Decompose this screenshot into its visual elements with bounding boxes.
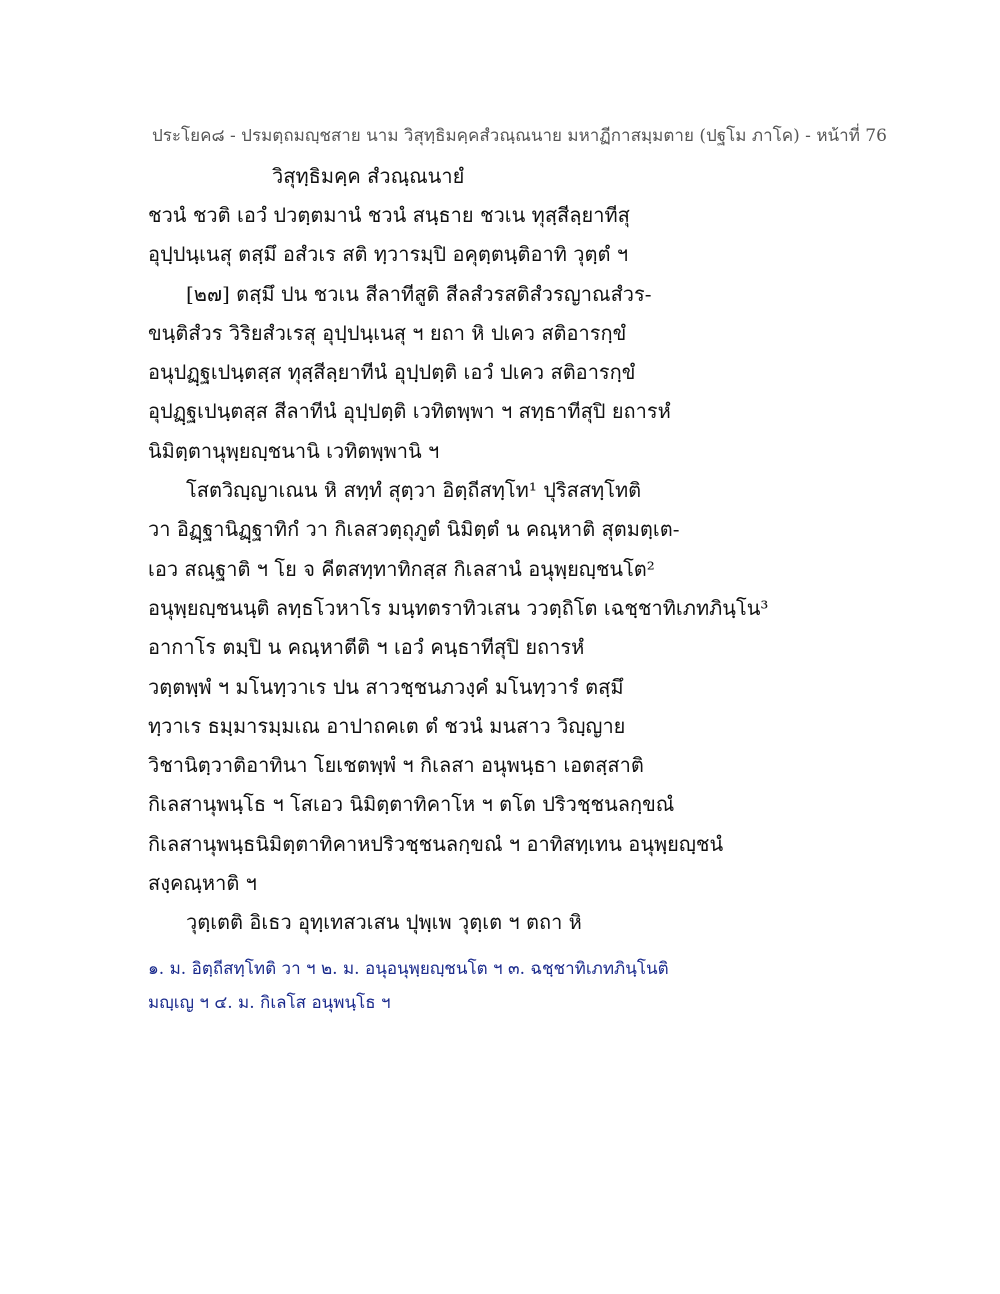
text-line: นิมิตฺตานุพฺยญฺชนานิ เวทิตพฺพานิ ฯ: [148, 438, 440, 463]
text-line: ชวนํ ชวติ เอวํ ปวตฺตมานํ ชวนํ สนฺธาย ชวเน ทุสฺสีลฺยาทีสุ: [148, 203, 630, 227]
text-line: กิเลสานุพนฺธนิมิตฺตาทิคาหปริวชฺชนลกฺขณํ ฯ อาทิสทฺเทน อนุพฺยญฺชนํ: [148, 831, 724, 856]
text-line: ขนฺติสํวร วิริยสํวเรสุ อุปฺปนฺเนสุ ฯ ยถา หิ ปเคว สติอารกฺขํ: [148, 320, 627, 345]
footnotes: [148, 952, 868, 1020]
footnote-line: ๑. ม. อิตฺถีสทฺโทติ วา ฯ ๒. ม. อนุอนุพฺยญฺชนโต ฯ ๓. ฉชฺชาทิเภทภินฺโนติ: [148, 959, 669, 979]
text-line: กิเลสานุพนฺโธ ฯ โสเอว นิมิตฺตาทิคาโห ฯ ตโต ปริวชฺชนลกฺขณํ: [148, 792, 675, 817]
paragraph-start-line: วุตฺเตติ อิเธว อุทฺเทสวเสน ปุพฺเพ วุตฺเต ฯ ตถา หิ: [186, 910, 582, 935]
text-line: วา อิฏฺฐานิฏฺฐาทิกํ วา กิเลสวตฺถุภูตํ นิมิตฺตํ น คณฺหาติ สุตมตฺเต-: [148, 517, 680, 542]
text-line: อนุพฺยญฺชนนฺติ ลทฺธโวหาโร มนฺทตราทิวเสน ววตฺถิโต เฉชฺชาทิเภทภินฺโน³: [148, 595, 769, 620]
text-line: ทฺวาเร ธมฺมารมฺมเณ อาปาถคเต ตํ ชวนํ มนสาว วิญฺญาย: [148, 713, 626, 738]
text-line: วตฺตพฺพํ ฯ มโนทฺวาเร ปน สาวชฺชนภวงฺคํ มโนทฺวารํ ตสฺมึ: [148, 674, 624, 699]
paragraph-start-line: โสตวิญฺญาเณน หิ สทฺทํ สุตฺวา อิตฺถีสทฺโท¹ ปุริสสทฺโทติ: [186, 478, 642, 503]
text-line: อนุปฏฺฐเปนฺตสฺส ทุสฺสีลฺยาทีนํ อุปฺปตฺติ เอวํ ปเคว สติอารกฺขํ: [148, 360, 636, 385]
footnote-line: มญฺเญ ฯ ๔. ม. กิเลโส อนุพนฺโธ ฯ: [148, 993, 391, 1013]
text-line: อากาโร ตมฺปิ น คณฺหาตีติ ฯ เอวํ คนฺธาทีสุปิ ยถารหํ: [148, 635, 585, 660]
work-title: วิสุทฺธิมคฺค สํวณฺณนายํ: [272, 164, 465, 188]
running-header: ประโยค๘ - ปรมตฺถมญฺชสาย นาม วิสุทฺธิมคฺคสํวณฺณนาย มหาฏีกาสมฺมตาย (ปฐโม ภาโค) - หน้าที่ 76: [152, 126, 887, 146]
text-line: สงฺคณฺหาติ ฯ: [148, 871, 257, 896]
text-line: วิชานิตฺวาติอาทินา โยเชตพฺพํ ฯ กิเลสา อนุพนฺธา เอตสฺสาติ: [148, 753, 644, 778]
paragraph-start-line: [๒๗] ตสฺมึ ปน ชวเน สีลาทีสูติ สีลสํวรสติสํวรญาณสํวร-: [186, 281, 652, 306]
body-text: [148, 196, 868, 943]
text-line: เอว สณฺฐาติ ฯ โย จ คีตสทฺทาทิกสฺส กิเลสานํ อนุพฺยญฺชนโต²: [148, 556, 655, 581]
text-line: อุปฺปนฺเนสุ ตสฺมึ อสํวเร สติ ทฺวารมฺปิ อคุตฺตนฺติอาทิ วุตฺตํ ฯ: [148, 242, 629, 267]
text-line: อุปฏฺฐเปนฺตสฺส สีลาทีนํ อุปฺปตฺติ เวทิตพฺพา ฯ สทฺธาทีสุปิ ยถารหํ: [148, 399, 671, 424]
